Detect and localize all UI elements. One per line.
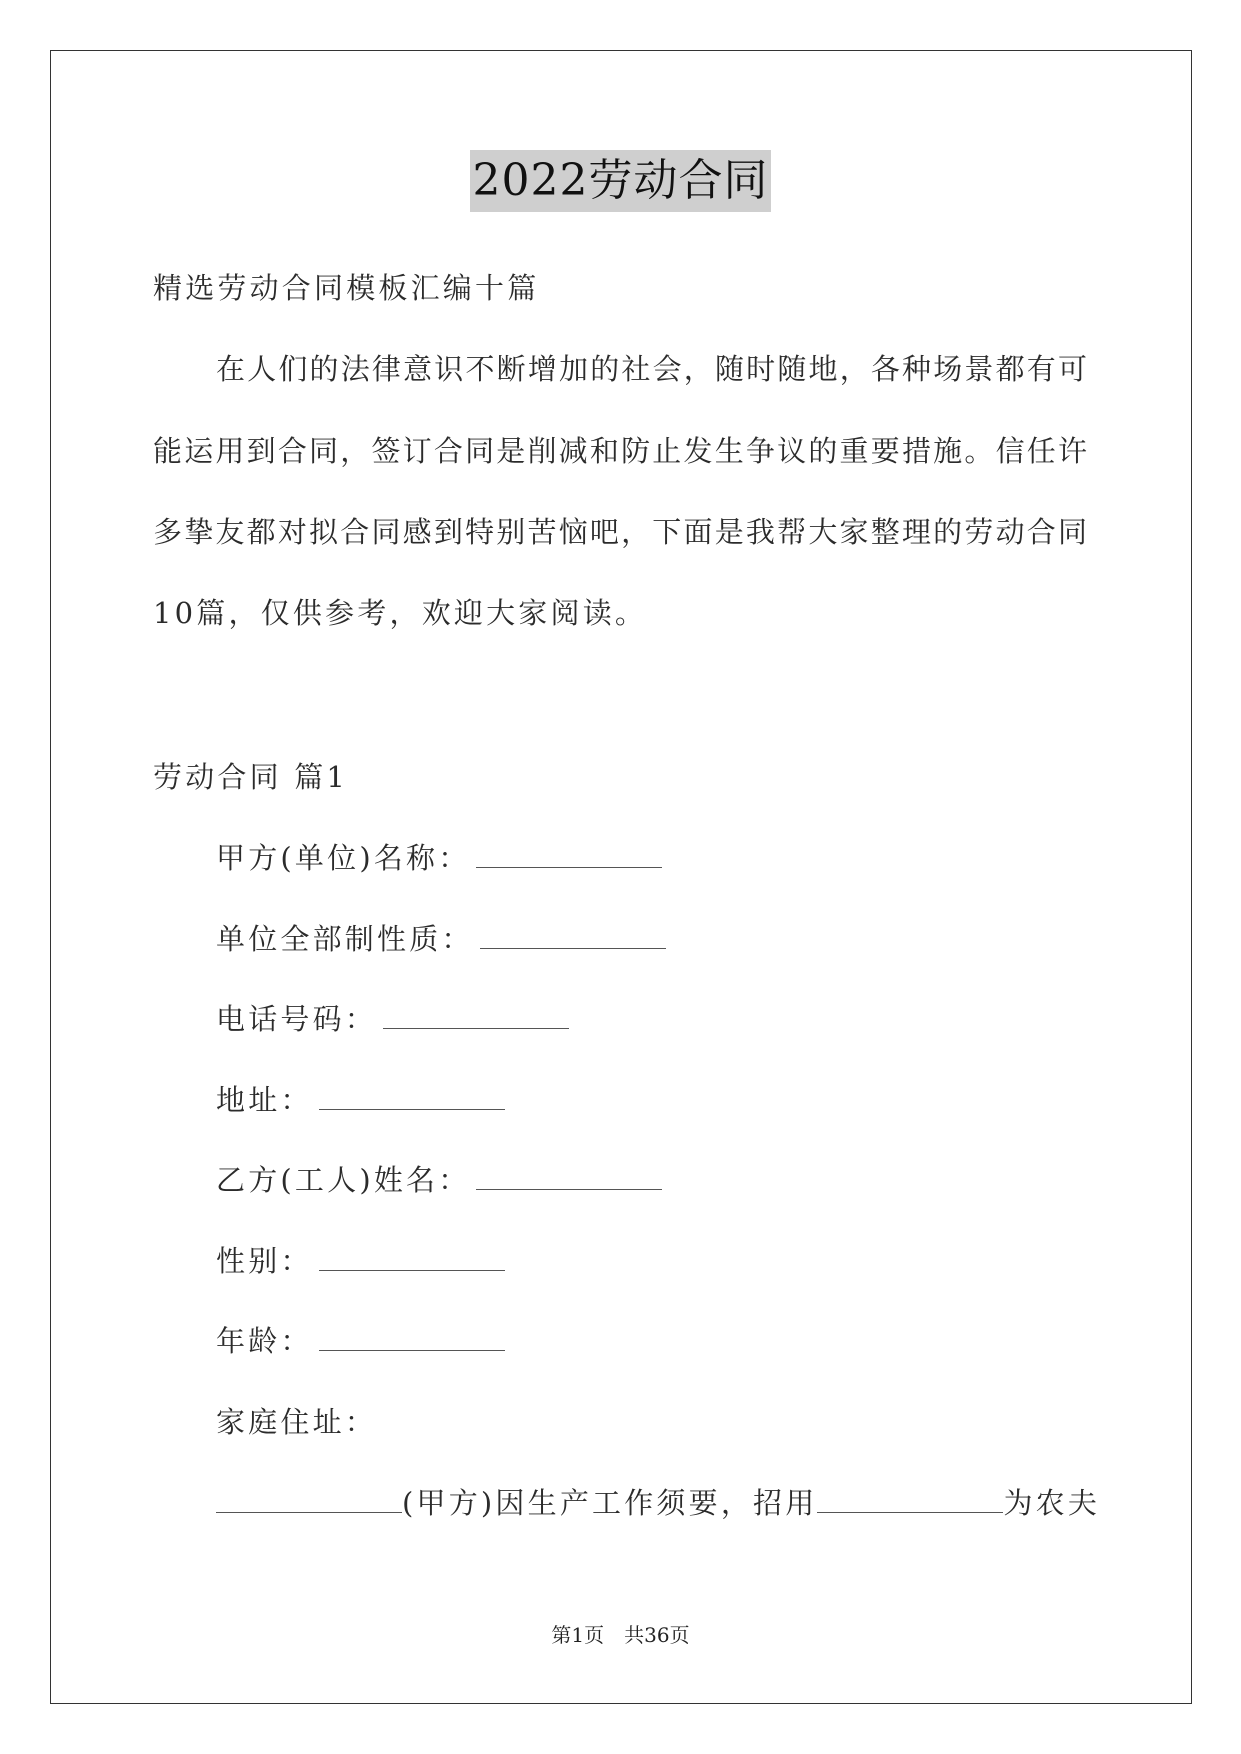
field-label: 性别： [216, 1244, 313, 1278]
section-heading: 劳动合同 篇1 [153, 760, 349, 794]
field-label: 家庭住址： [216, 1405, 378, 1439]
fill-blank [476, 841, 662, 868]
field-address [216, 1080, 505, 1120]
intro-paragraph-line-2: 能运用到合同，签订合同是削减和防止发生争议的重要措施。信任许 [153, 434, 1087, 468]
fill-blank [817, 1486, 1003, 1513]
field-label: 乙方(工人)姓名： [216, 1163, 471, 1197]
field-label: 单位全部制性质： [216, 922, 474, 956]
field-label: 地址： [216, 1083, 313, 1117]
field-label: 电话号码： [216, 1002, 378, 1036]
fill-blank [480, 922, 666, 949]
intro-paragraph-line-1: 在人们的法律意识不断增加的社会，随时随地，各种场景都有可 [216, 352, 1087, 386]
document-subtitle: 精选劳动合同模板汇编十篇 [153, 271, 540, 305]
fill-blank [319, 1244, 505, 1271]
field-gender [216, 1241, 505, 1281]
clause-text-part-1: (甲方)因生产工作须要，招用 [402, 1486, 818, 1520]
fill-blank [319, 1083, 505, 1110]
intro-paragraph-line-4: 10篇，仅供参考，欢迎大家阅读。 [153, 596, 648, 630]
field-worker-name [216, 1160, 662, 1200]
fill-blank [216, 1486, 402, 1513]
field-ownership-type [216, 919, 666, 959]
field-employer-name [216, 838, 662, 878]
field-label: 甲方(单位)名称： [216, 841, 471, 875]
field-age [216, 1321, 505, 1361]
clause-text-part-2: 为农夫 [1003, 1486, 1101, 1520]
contract-clause-line [216, 1483, 1100, 1523]
fill-blank [319, 1324, 505, 1351]
fill-blank [476, 1163, 662, 1190]
intro-paragraph-line-3: 多挚友都对拟合同感到特别苦恼吧，下面是我帮大家整理的劳动合同 [153, 515, 1087, 549]
field-home-address [216, 1402, 377, 1442]
field-phone [216, 999, 569, 1039]
page-number-footer: 第1页 共36页 [551, 1623, 690, 1647]
title-container [0, 150, 1241, 212]
document-title: 2022劳动合同 [470, 150, 772, 212]
fill-blank [383, 1002, 569, 1029]
field-label: 年龄： [216, 1324, 313, 1358]
